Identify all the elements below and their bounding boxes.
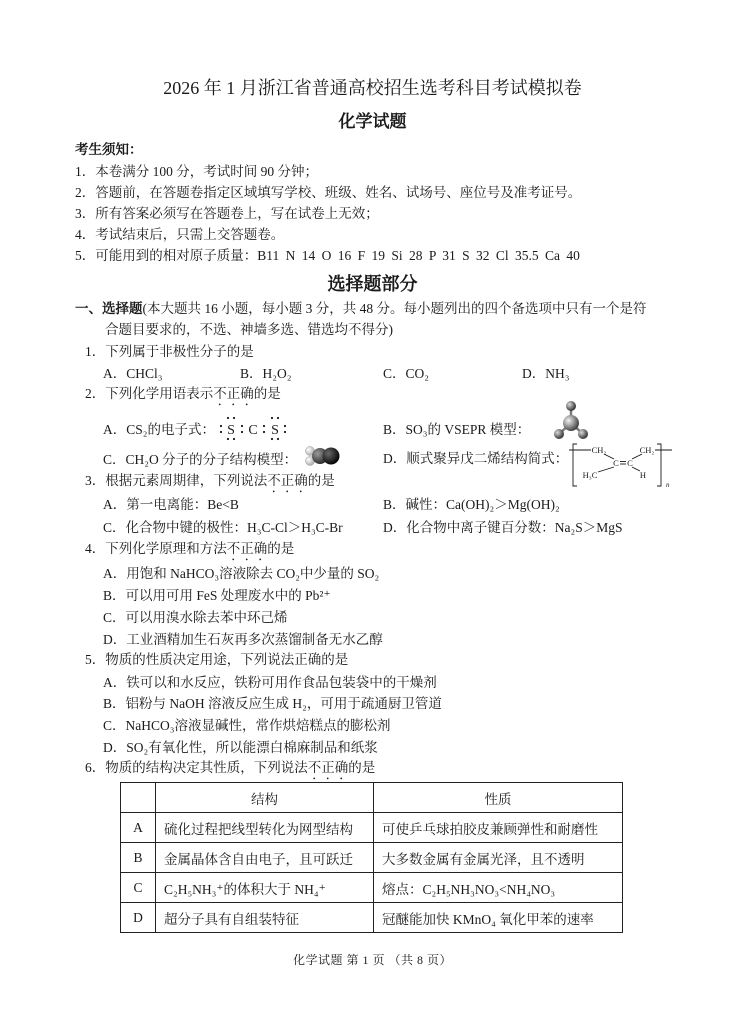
atom-ball [578, 429, 588, 439]
table-header-corner [121, 783, 156, 813]
question-2-option-a: A．CS₂的电子式： [103, 422, 215, 437]
instruction-text: (本大题共 16 小题，每小题 3 分，共 48 分。每小题列出的四个备选项中只有一个是符 [142, 301, 647, 316]
question-4-option-b: B．可以用可用 FeS 处理废水中的 Pb²⁺ [103, 588, 331, 603]
stem-text: 的是 [267, 541, 295, 556]
structure-cell: C₂H₅NH₃⁺的体积大于 NH₄⁺ [156, 873, 374, 903]
cis-polyisoprene-structure [569, 441, 673, 489]
section-instruction-continued: 合题目要求的，不选、神墙多选、错选均不得分) [105, 322, 393, 337]
stem-emphasis: 不正确 [267, 473, 308, 488]
carbon-label: C [627, 458, 633, 468]
lewis-dot [220, 425, 222, 427]
stem-text: 2．下列化学用语表示 [85, 386, 214, 401]
structure-property-table [120, 782, 623, 933]
question-1-option-a: A．CHCl₃ [103, 366, 163, 381]
table-row [121, 903, 623, 933]
atom-ball [554, 429, 564, 439]
property-cell: 大多数金属有金属光泽，且不透明 [374, 843, 623, 873]
stem-text: 6．物质的结构决定其性质，下列说法 [85, 760, 308, 775]
question-5-option-c: C．NaHCO₃溶液显碱性，常作烘焙糕点的膨松剂 [103, 718, 391, 733]
lewis-atom-s: S [227, 423, 235, 438]
property-cell: 熔点：C₂H₅NH₃NO₃<NH₄NO₃ [374, 873, 623, 903]
atom-ball [566, 401, 576, 411]
question-2-option-c: C．CH₂O 分子的分子结构模型： [103, 452, 298, 467]
property-cell: 可使乒乓球拍胶皮兼顾弹性和耐磨性 [374, 813, 623, 843]
row-label: A [121, 813, 156, 843]
structure-cell: 硫化过程把线型转化为网型结构 [156, 813, 374, 843]
notice-heading: 考生须知： [75, 142, 143, 157]
lewis-dot [241, 425, 243, 427]
central-atom-ball [563, 415, 579, 431]
question-3-option-a: A．第一电离能：Be<B [103, 497, 239, 512]
single-bond [632, 467, 640, 471]
lewis-dot [277, 438, 279, 440]
single-bond [598, 467, 614, 472]
repeat-unit-n: n [666, 481, 670, 489]
notice-item: 3．所有答案必须写在答题卷上，写在试卷上无效； [75, 206, 379, 221]
ch2-label: CH₂ [639, 445, 655, 455]
lewis-atom-c: C [248, 423, 258, 438]
instruction-head: 一、选择题 [75, 301, 143, 316]
row-label: B [121, 843, 156, 873]
question-1-option-b: B．H₂O₂ [240, 366, 292, 381]
section-title: 选择题部分 [327, 274, 418, 294]
lewis-dot [227, 417, 229, 419]
question-4-stem [85, 540, 294, 564]
notice-item: 2．答题前，在答题卷指定区域填写学校、班级、姓名、试场号、座位号及准考证号。 [75, 185, 582, 200]
property-cell: 冠醚能加快 KMnO₄ 氧化甲苯的速率 [374, 903, 623, 933]
lewis-dot [227, 438, 229, 440]
row-label: C [121, 873, 156, 903]
notice-item: 5．可能用到的相对原子质量：B11 N 14 O 16 F 19 Si 28 P 31 S 32 Cl 35.5 Ca 40 [75, 248, 580, 263]
lewis-dot [263, 431, 265, 433]
ch2-label: CH₂ [591, 445, 607, 455]
stem-text: 3．根据元素周期律，下列说法 [85, 473, 268, 488]
atom-ball [323, 448, 340, 465]
question-1-option-c: C．CO₂ [383, 366, 429, 381]
question-3-option-c: C．化合物中键的极性：H₃C-Cl＞H₃C-Br [103, 520, 343, 535]
question-3-option-d: D．化合物中离子键百分数：Na₂S＞MgS [383, 520, 623, 535]
question-4-option-d: D．工业酒精加生石灰再多次蒸馏制备无水乙醇 [103, 632, 383, 647]
lewis-dot [220, 431, 222, 433]
question-6-stem [85, 759, 375, 783]
lewis-dot [284, 425, 286, 427]
question-4-option-a: A．用饱和 NaHCO₃溶液除去 CO₂中少量的 SO₂ [103, 566, 380, 581]
stem-text: 的是 [307, 473, 335, 488]
question-3-stem [85, 472, 335, 496]
carbon-label: C [613, 458, 619, 468]
structure-cell: 金属晶体含自由电子，且可跃迁 [156, 843, 374, 873]
question-2-option-d: D．顺式聚异戊二烯结构简式： [383, 451, 569, 466]
lewis-atom-s: S [271, 423, 279, 438]
question-3-option-b: B．碱性：Ca(OH)₂＞Mg(OH)₂ [383, 497, 560, 512]
lewis-dot [271, 438, 273, 440]
question-5-stem: 5．物质的性质决定用途，下列说法正确的是 [85, 652, 349, 667]
table-header-property: 性质 [374, 783, 623, 813]
notice-item: 1．本卷满分 100 分，考试时间 90 分钟； [75, 164, 318, 179]
notice-item: 4．考试结束后，只需上交答题卷。 [75, 227, 285, 242]
lewis-dot [263, 425, 265, 427]
lewis-dot [241, 431, 243, 433]
lewis-dot [277, 417, 279, 419]
question-2-option-b: B．SO₃的 VSEPR 模型： [383, 422, 531, 437]
section-instruction [75, 300, 647, 318]
cs2-electron-formula [217, 413, 289, 443]
question-1-option-d: D．NH₃ [522, 366, 570, 381]
row-label: D [121, 903, 156, 933]
question-1-stem: 1．下列属于非极性分子的是 [85, 344, 254, 359]
exam-title: 2026 年 1 月浙江省普通高校招生选考科目考试模拟卷 [163, 78, 582, 98]
hydrogen-label: H [639, 470, 647, 480]
stem-emphasis: 不正确 [213, 386, 254, 401]
subject-title: 化学试题 [338, 112, 407, 131]
lewis-dot [233, 438, 235, 440]
question-4-option-c: C．可以用溴水除去苯中环己烯 [103, 610, 288, 625]
table-header-structure: 结构 [156, 783, 374, 813]
lewis-dot [271, 417, 273, 419]
table-header-row [121, 783, 623, 813]
page-footer: 化学试题 第 1 页 （共 8 页） [292, 953, 452, 967]
table-row [121, 843, 623, 873]
question-2-stem [85, 385, 281, 409]
structure-cell: 超分子具有自组装特征 [156, 903, 374, 933]
so3-vsepr-model-image [552, 399, 590, 443]
lewis-dot [284, 431, 286, 433]
table-row [121, 813, 623, 843]
stem-emphasis: 不正确 [226, 541, 268, 556]
table-row [121, 873, 623, 903]
stem-text: 的是 [253, 386, 281, 401]
question-5-option-b: B．铝粉与 NaOH 溶液反应生成 H₂，可用于疏通厨卫管道 [103, 696, 442, 711]
lewis-dot [233, 417, 235, 419]
methyl-label: H₃C [582, 470, 598, 480]
stem-text: 4．下列化学原理和方法 [85, 541, 227, 556]
question-5-option-d: D．SO₂有氧化性，所以能漂白棉麻制品和纸浆 [103, 740, 378, 755]
question-5-option-a: A．铁可以和水反应，铁粉可用作食品包装袋中的干燥剂 [103, 675, 437, 690]
ch2o-molecule-model-image [303, 443, 341, 469]
stem-emphasis: 不正确 [307, 760, 349, 775]
stem-text: 的是 [348, 760, 376, 775]
